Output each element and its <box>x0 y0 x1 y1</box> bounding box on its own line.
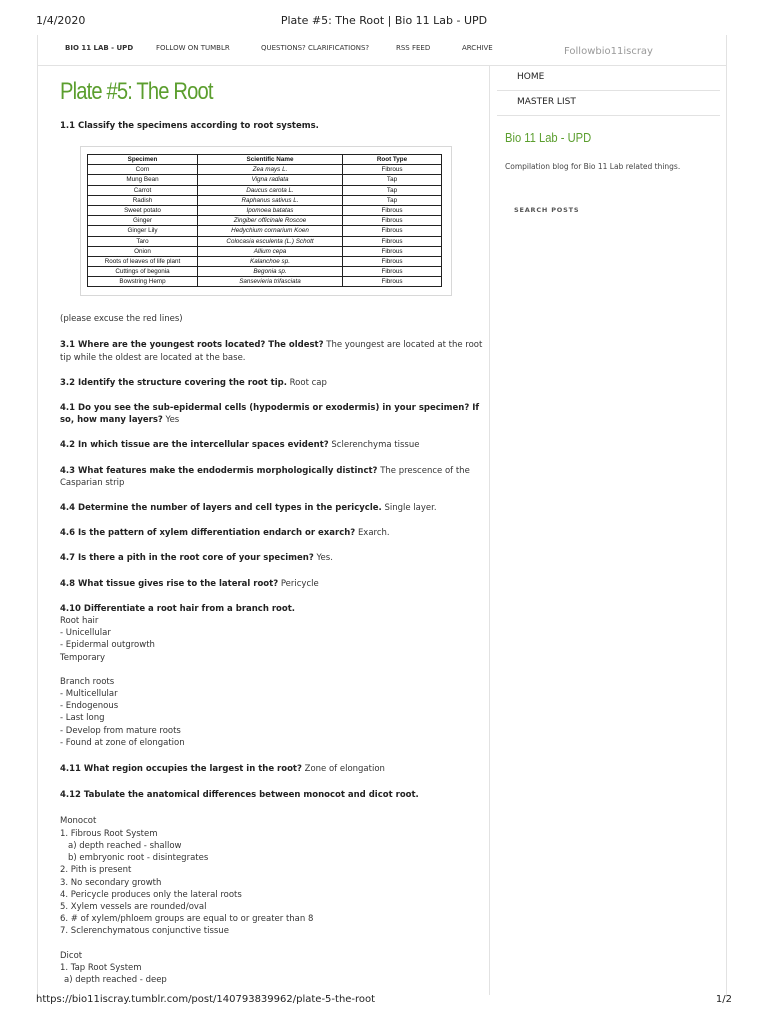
follow-blog-link[interactable]: Followbio11iscray <box>564 46 653 57</box>
dicot-list <box>60 950 485 987</box>
table-cell-specimen: Taro <box>88 236 198 246</box>
question-text: 4.2 In which tissue are the intercellular spaces evident? <box>60 440 329 451</box>
question-text: 4.7 Is there a pith in the root core of your specimen? <box>60 553 314 564</box>
table-cell-specimen: Corn <box>88 165 198 175</box>
list-item: - Endogenous <box>60 701 119 712</box>
list-item: Dicot <box>60 950 83 961</box>
table-cell-root-type: Tap <box>343 185 442 195</box>
list-item: 3. No secondary growth <box>60 877 162 888</box>
list-item: 2. Pith is present <box>60 865 132 876</box>
table-cell-specimen: Mung Bean <box>88 175 198 185</box>
list-item: 5. Xylem vessels are rounded/oval <box>60 901 207 912</box>
table-header-scientific-name: Scientific Name <box>198 155 343 165</box>
qa-item <box>60 402 485 426</box>
qa-item <box>60 552 485 564</box>
search-posts-label[interactable]: SEARCH POSTS <box>514 206 580 214</box>
table-cell-root-type: Fibrous <box>343 236 442 246</box>
list-item: - Develop from mature roots <box>60 725 181 736</box>
qa-list <box>60 339 485 589</box>
answer-text: Yes. <box>316 553 333 564</box>
list-item: 4. Pericycle produces only the lateral roots <box>60 889 242 900</box>
table-cell-scientific-name: Sansevieria trifasciata <box>198 277 343 287</box>
list-item: - Found at zone of elongation <box>60 737 185 748</box>
table-cell-specimen: Ginger Lily <box>88 226 198 236</box>
qa-item <box>60 439 485 451</box>
sidebar-link-master-list[interactable]: MASTER LIST <box>497 91 720 116</box>
table-cell-root-type: Fibrous <box>343 205 442 215</box>
table-cell-specimen: Onion <box>88 246 198 256</box>
table-cell-specimen: Carrot <box>88 185 198 195</box>
post-body <box>60 120 485 986</box>
list-item: Temporary <box>60 652 106 663</box>
nav-item-home[interactable]: BIO 11 LAB - UPD <box>65 44 134 52</box>
table-cell-scientific-name: Begonia sp. <box>198 267 343 277</box>
table-cell-root-type: Fibrous <box>343 226 442 236</box>
sidebar-divider <box>489 65 490 995</box>
print-header <box>0 14 768 30</box>
question-text: 4.3 What features make the endodermis morphologically distinct? <box>60 465 378 476</box>
nav-item-questions[interactable]: QUESTIONS? CLARIFICATIONS? <box>261 44 370 52</box>
table-cell-scientific-name: Zingiber officinale Roscoe <box>198 216 343 226</box>
table-cell-root-type: Fibrous <box>343 216 442 226</box>
list-item: Branch roots <box>60 676 115 687</box>
table-cell-root-type: Tap <box>343 195 442 205</box>
list-item: - Last long <box>60 713 105 724</box>
table-cell-scientific-name: Colocasia esculenta (L.) Schott <box>198 236 343 246</box>
sidebar <box>497 66 720 214</box>
answer-text: Pericycle <box>280 578 319 589</box>
print-footer <box>0 994 768 1010</box>
table-cell-scientific-name: Allium cepa <box>198 246 343 256</box>
table-cell-root-type: Fibrous <box>343 256 442 266</box>
print-url: https://bio11iscray.tumblr.com/post/140793839962/plate-5-the-root <box>36 994 376 1005</box>
table-header-root-type: Root Type <box>343 155 442 165</box>
list-item: - Multicellular <box>60 689 118 700</box>
answer-text: Yes <box>165 415 180 426</box>
table-header-specimen: Specimen <box>88 155 198 165</box>
root-hair-list <box>60 615 485 664</box>
table-cell-specimen: Radish <box>88 195 198 205</box>
answer-text: Single layer. <box>384 503 437 514</box>
blog-title[interactable]: Bio 11 Lab - UPD <box>505 130 592 145</box>
monocot-list <box>60 815 485 937</box>
list-item: - Epidermal outgrowth <box>60 640 155 651</box>
nav-item-follow-tumblr[interactable]: FOLLOW ON TUMBLR <box>156 44 230 52</box>
list-item: - Unicellular <box>60 628 111 639</box>
top-nav <box>37 35 497 65</box>
table-cell-specimen: Sweet potato <box>88 205 198 215</box>
question-4-12: 4.12 Tabulate the anatomical differences between monocot and dicot root. <box>60 790 419 801</box>
answer-text: Sclerenchyma tissue <box>331 440 420 451</box>
table-cell-scientific-name: Raphanus sativus L. <box>198 195 343 205</box>
print-page-number: 1/2 <box>715 994 732 1005</box>
table-cell-root-type: Tap <box>343 175 442 185</box>
question-text: 3.2 Identify the structure covering the root tip. <box>60 377 287 388</box>
answer-text: The prescence of the Casparian strip <box>60 465 470 488</box>
list-item: Monocot <box>60 816 97 827</box>
qa-item <box>60 578 485 590</box>
question-4-10: 4.10 Differentiate a root hair from a branch root. <box>60 603 296 614</box>
table-cell-specimen: Roots of leaves of life plant <box>88 256 198 266</box>
answer-text: Exarch. <box>357 528 390 539</box>
answer-4-11: Zone of elongation <box>304 764 385 775</box>
list-item: b) embryonic root - disintegrates <box>68 853 209 864</box>
table-cell-root-type: Fibrous <box>343 246 442 256</box>
frame-border-left <box>37 35 38 995</box>
list-item: 7. Sclerenchymatous conjunctive tissue <box>60 926 229 937</box>
red-lines-note: (please excuse the red lines) <box>60 314 183 325</box>
question-text: 4.1 Do you see the sub-epidermal cells (hypodermis or exodermis) in your specimen? If so, how many layers? <box>60 403 480 426</box>
question-1-1: 1.1 Classify the specimens according to root systems. <box>60 121 319 131</box>
table-cell-specimen: Bowstring Hemp <box>88 277 198 287</box>
list-item: a) depth reached - shallow <box>68 840 182 851</box>
print-page-title: Plate #5: The Root | Bio 11 Lab - UPD <box>280 14 488 27</box>
table-cell-scientific-name: Ipomoea batatas <box>198 205 343 215</box>
answer-text: Root cap <box>289 377 327 388</box>
qa-item <box>60 377 485 389</box>
list-item: Root hair <box>60 616 99 627</box>
list-item: 6. # of xylem/phloem groups are equal to or greater than 8 <box>60 914 314 925</box>
list-item: 1. Fibrous Root System <box>60 828 158 839</box>
qa-item <box>60 465 485 489</box>
nav-item-archive[interactable]: ARCHIVE <box>462 44 493 52</box>
frame-border-right <box>726 35 727 995</box>
answer-text: The youngest are located at the root tip while the oldest are located at the base. <box>60 340 483 363</box>
question-text: 3.1 Where are the youngest roots located? The oldest? <box>60 340 324 351</box>
question-text: 4.8 What tissue gives rise to the lateral root? <box>60 578 279 589</box>
branch-roots-list <box>60 676 485 749</box>
table-cell-scientific-name: Daucus carota L. <box>198 185 343 195</box>
question-text: 4.4 Determine the number of layers and cell types in the pericycle. <box>60 503 382 514</box>
qa-item <box>60 502 485 514</box>
nav-item-rss-feed[interactable]: RSS FEED <box>396 44 431 52</box>
table-cell-specimen: Ginger <box>88 216 198 226</box>
table-cell-specimen: Cuttings of begonia <box>88 267 198 277</box>
post-title: Plate #5: The Root <box>60 78 213 105</box>
table-cell-scientific-name: Kalanchoe sp. <box>198 256 343 266</box>
table-cell-scientific-name: Zea mays L. <box>198 165 343 175</box>
list-item: a) depth reached - deep <box>64 974 167 985</box>
table-cell-root-type: Fibrous <box>343 165 442 175</box>
table-cell-root-type: Fibrous <box>343 267 442 277</box>
list-item: 1. Tap Root System <box>60 962 142 973</box>
print-date: 1/4/2020 <box>36 14 86 27</box>
qa-item <box>60 527 485 539</box>
table-cell-scientific-name: Hedychium cornarium Koen <box>198 226 343 236</box>
table-cell-scientific-name: Vigna radiata <box>198 175 343 185</box>
blog-description: Compilation blog for Bio 11 Lab related things. <box>505 162 681 171</box>
table-cell-root-type: Fibrous <box>343 277 442 287</box>
question-text: 4.6 Is the pattern of xylem differentiation endarch or exarch? <box>60 528 356 539</box>
sidebar-link-home[interactable]: HOME <box>497 66 720 91</box>
qa-item <box>60 339 485 363</box>
question-4-11: 4.11 What region occupies the largest in the root? Zone of elongation <box>60 764 385 775</box>
